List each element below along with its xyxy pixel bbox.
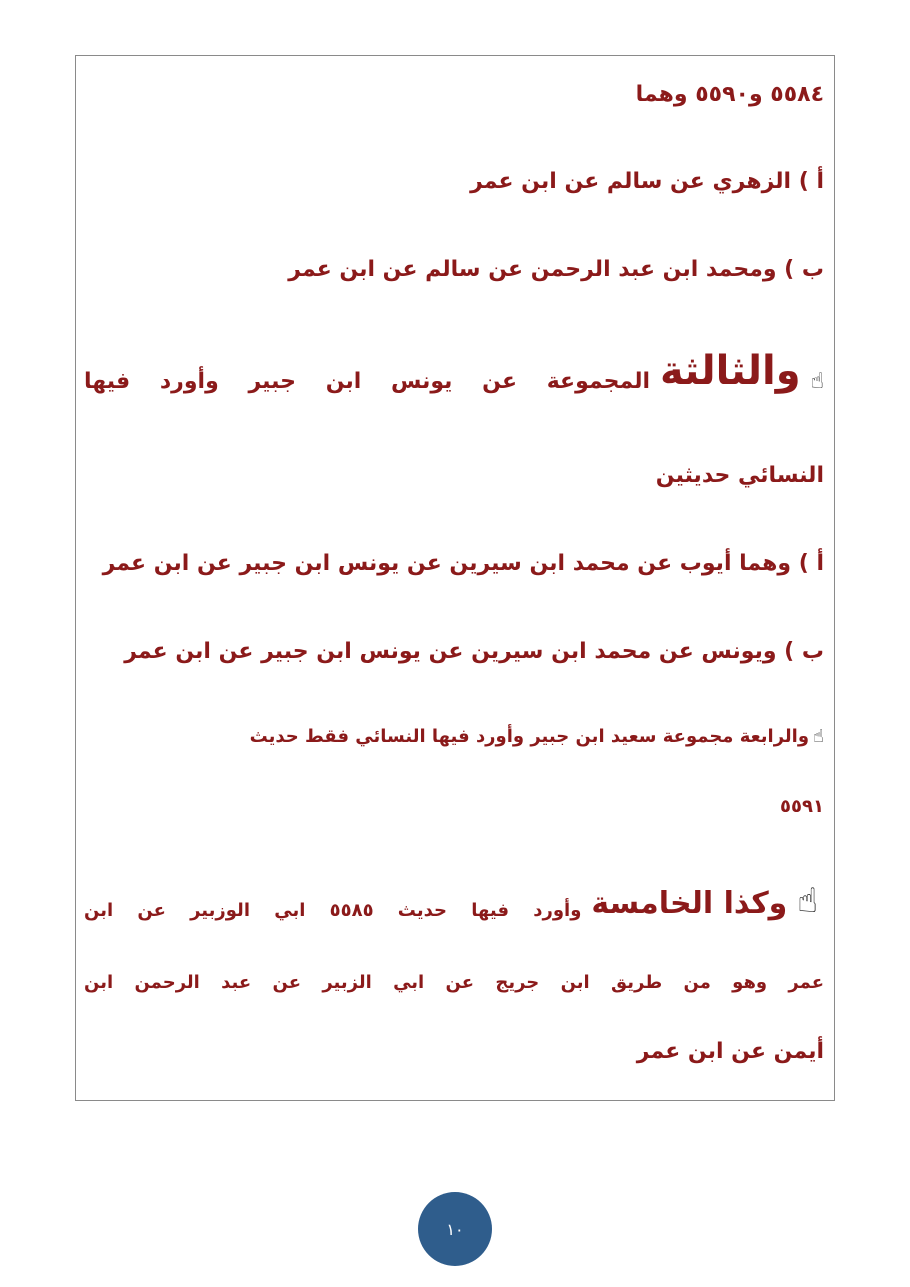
text-line-10-rest: وأورد فيها حديث ٥٥٨٥ ابي الوزبير عن ابن: [84, 900, 582, 921]
pointing-hand-icon: ☝: [813, 726, 824, 747]
pointing-hand-icon: ☝: [797, 881, 818, 921]
text-line-8-text: والرابعة مجموعة سعيد ابن جبير وأورد فيها النسائي فقط حديث: [249, 726, 810, 747]
text-line-6: أ ) وهما أيوب عن محمد ابن سيرين عن يونس ابن جبير عن ابن عمر: [102, 551, 824, 576]
text-line-1: ٥٥٨٤ و٥٥٩٠ وهما: [635, 82, 824, 107]
pointing-hand-icon: ☝: [810, 369, 824, 394]
page-number-badge: ١٠: [418, 1192, 492, 1266]
text-line-5: النسائي حديثين: [655, 463, 824, 488]
text-line-11: عمر وهو من طريق ابن جريج عن ابي الزبير عن عبد الرحمن ابن: [84, 972, 824, 993]
text-line-8: [84, 726, 824, 747]
text-line-12: أيمن عن ابن عمر: [636, 1039, 824, 1064]
text-line-10: [84, 881, 824, 921]
text-line-9: ٥٥٩١: [780, 796, 824, 817]
section-heading-third: والثالثة: [660, 348, 801, 394]
text-line-3: ب ) ومحمد ابن عبد الرحمن عن سالم عن ابن عمر: [288, 257, 824, 282]
text-line-4: [84, 348, 824, 394]
text-line-7: ب ) ويونس عن محمد ابن سيرين عن يونس ابن جبير عن ابن عمر: [124, 639, 824, 664]
section-heading-fifth: وكذا الخامسة: [591, 886, 788, 921]
text-line-4-rest: المجموعة عن يونس ابن جبير وأورد فيها: [84, 369, 651, 394]
text-line-2: أ ) الزهري عن سالم عن ابن عمر: [470, 169, 824, 194]
content-frame: [75, 55, 835, 1101]
